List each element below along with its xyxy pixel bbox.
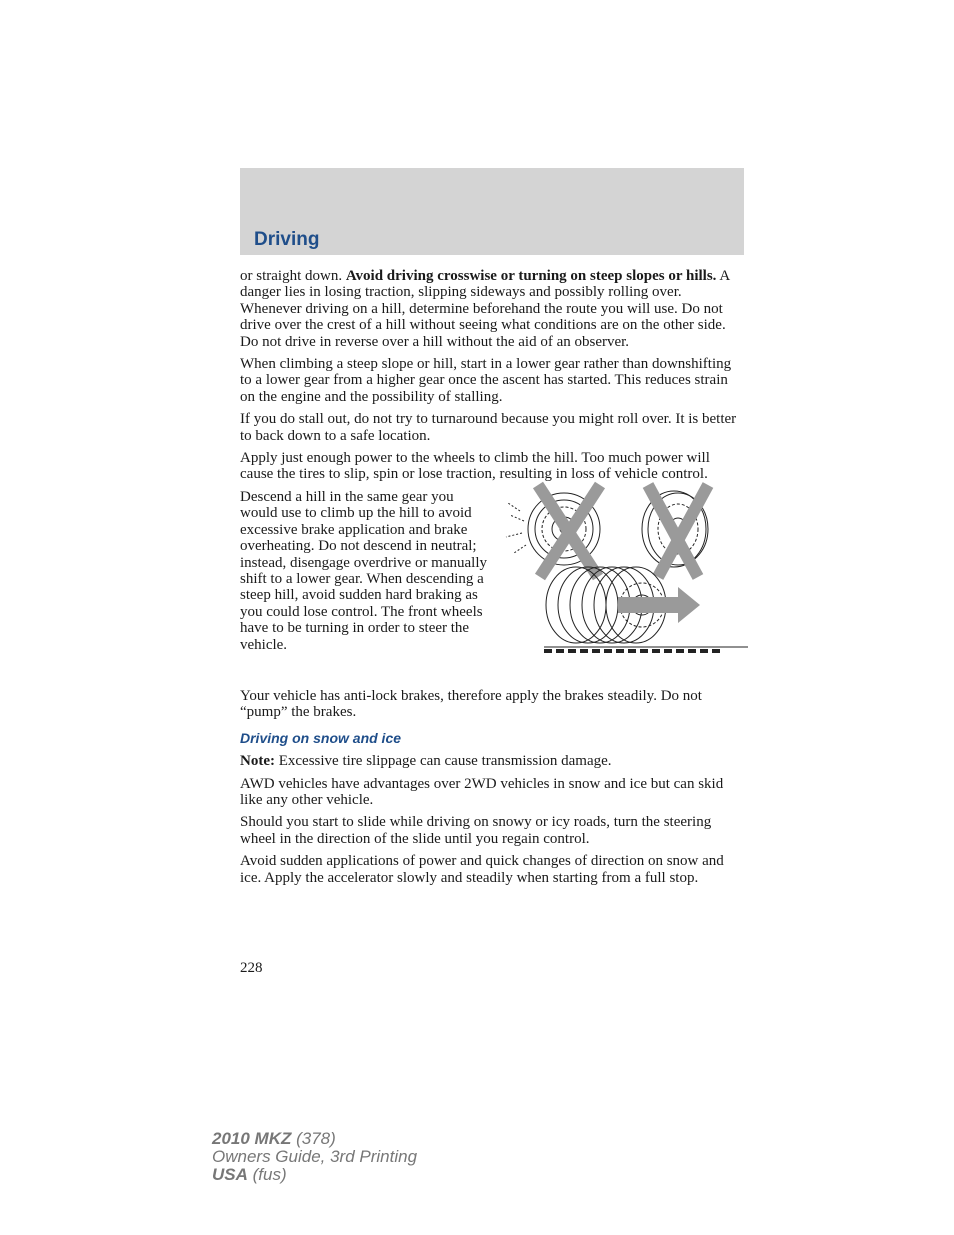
paragraph: AWD vehicles have advantages over 2WD vehicles in snow and ice but can skid like any other vehicle. xyxy=(240,775,724,808)
paragraph: Descend a hill in the same gear you would use to climb up the hill to avoid excessive brake application and brake overheating. Do not descend in neutral; instead, disengage overdrive or manually shift to a lower gear. When descending a steep hill, avoid sudden hard braking as you could lose control. The front wheels have to be turning in order to steer the vehicle. xyxy=(240,488,488,653)
descend-section xyxy=(240,489,746,682)
footer-region: USA xyxy=(212,1165,248,1184)
document-footer xyxy=(212,1130,417,1184)
note-text: Excessive tire slippage can cause transmission damage. xyxy=(274,753,612,770)
warning-emphasis: Avoid driving crosswise or turning on steep slopes or hills. xyxy=(345,268,717,284)
note-paragraph xyxy=(240,753,746,769)
paragraph: If you do stall out, do not try to turnaround because you might roll over. It is better to back down to a safe location. xyxy=(240,411,737,444)
paragraph: Your vehicle has anti-lock brakes, therefore apply the brakes steadily. Do not “pump” the brakes. xyxy=(240,687,702,721)
footer-code: (378) xyxy=(291,1129,336,1148)
footer-line-1 xyxy=(212,1130,417,1148)
footer-line-3 xyxy=(212,1166,417,1184)
paragraph: Apply just enough power to the wheels to climb the hill. Too much power will cause the tires to slip, spin or lose traction, resulting in loss of vehicle control. xyxy=(240,450,710,483)
paragraph xyxy=(240,268,746,350)
footer-region-code: (fus) xyxy=(247,1165,287,1184)
footer-line-2: Owners Guide, 3rd Printing xyxy=(212,1147,418,1166)
section-header-band xyxy=(240,168,744,255)
section-title: Driving xyxy=(254,229,320,250)
paragraph-lead: or straight down. xyxy=(240,268,346,284)
arrow-right-icon xyxy=(618,587,700,623)
footer-model: 2010 MKZ xyxy=(212,1129,292,1148)
paragraph: Avoid sudden applications of power and quick changes of direction on snow and ice. Apply the accelerator slowly and steadily when starting from a full stop. xyxy=(240,853,724,886)
page-number: 228 xyxy=(240,960,263,976)
page-content xyxy=(240,268,746,892)
subheading: Driving on snow and ice xyxy=(240,729,402,746)
ground-line xyxy=(544,647,748,651)
paragraph: Should you start to slide while driving on snowy or icy roads, turn the steering wheel in the direction of the slide until you regain control. xyxy=(240,814,712,847)
cross-mark-icon xyxy=(648,485,708,577)
cross-mark-icon xyxy=(538,485,600,577)
paragraph-rest: A danger lies in losing traction, slipping sideways and possibly rolling over. Whenever driving on a hill, determine beforehand the route you will use. Do not drive over the crest of a hill without seeing what conditions are on the other side. Do not drive in reverse over a hill without the aid of an observer. xyxy=(240,268,730,350)
paragraph: When climbing a steep slope or hill, start in a lower gear rather than downshifting to a lower gear from a higher gear once the ascent has started. This reduces strain on the engine and the possibility of stalling. xyxy=(240,356,732,405)
note-label: Note: xyxy=(240,753,275,770)
wheel-spin-illustration xyxy=(502,481,748,653)
